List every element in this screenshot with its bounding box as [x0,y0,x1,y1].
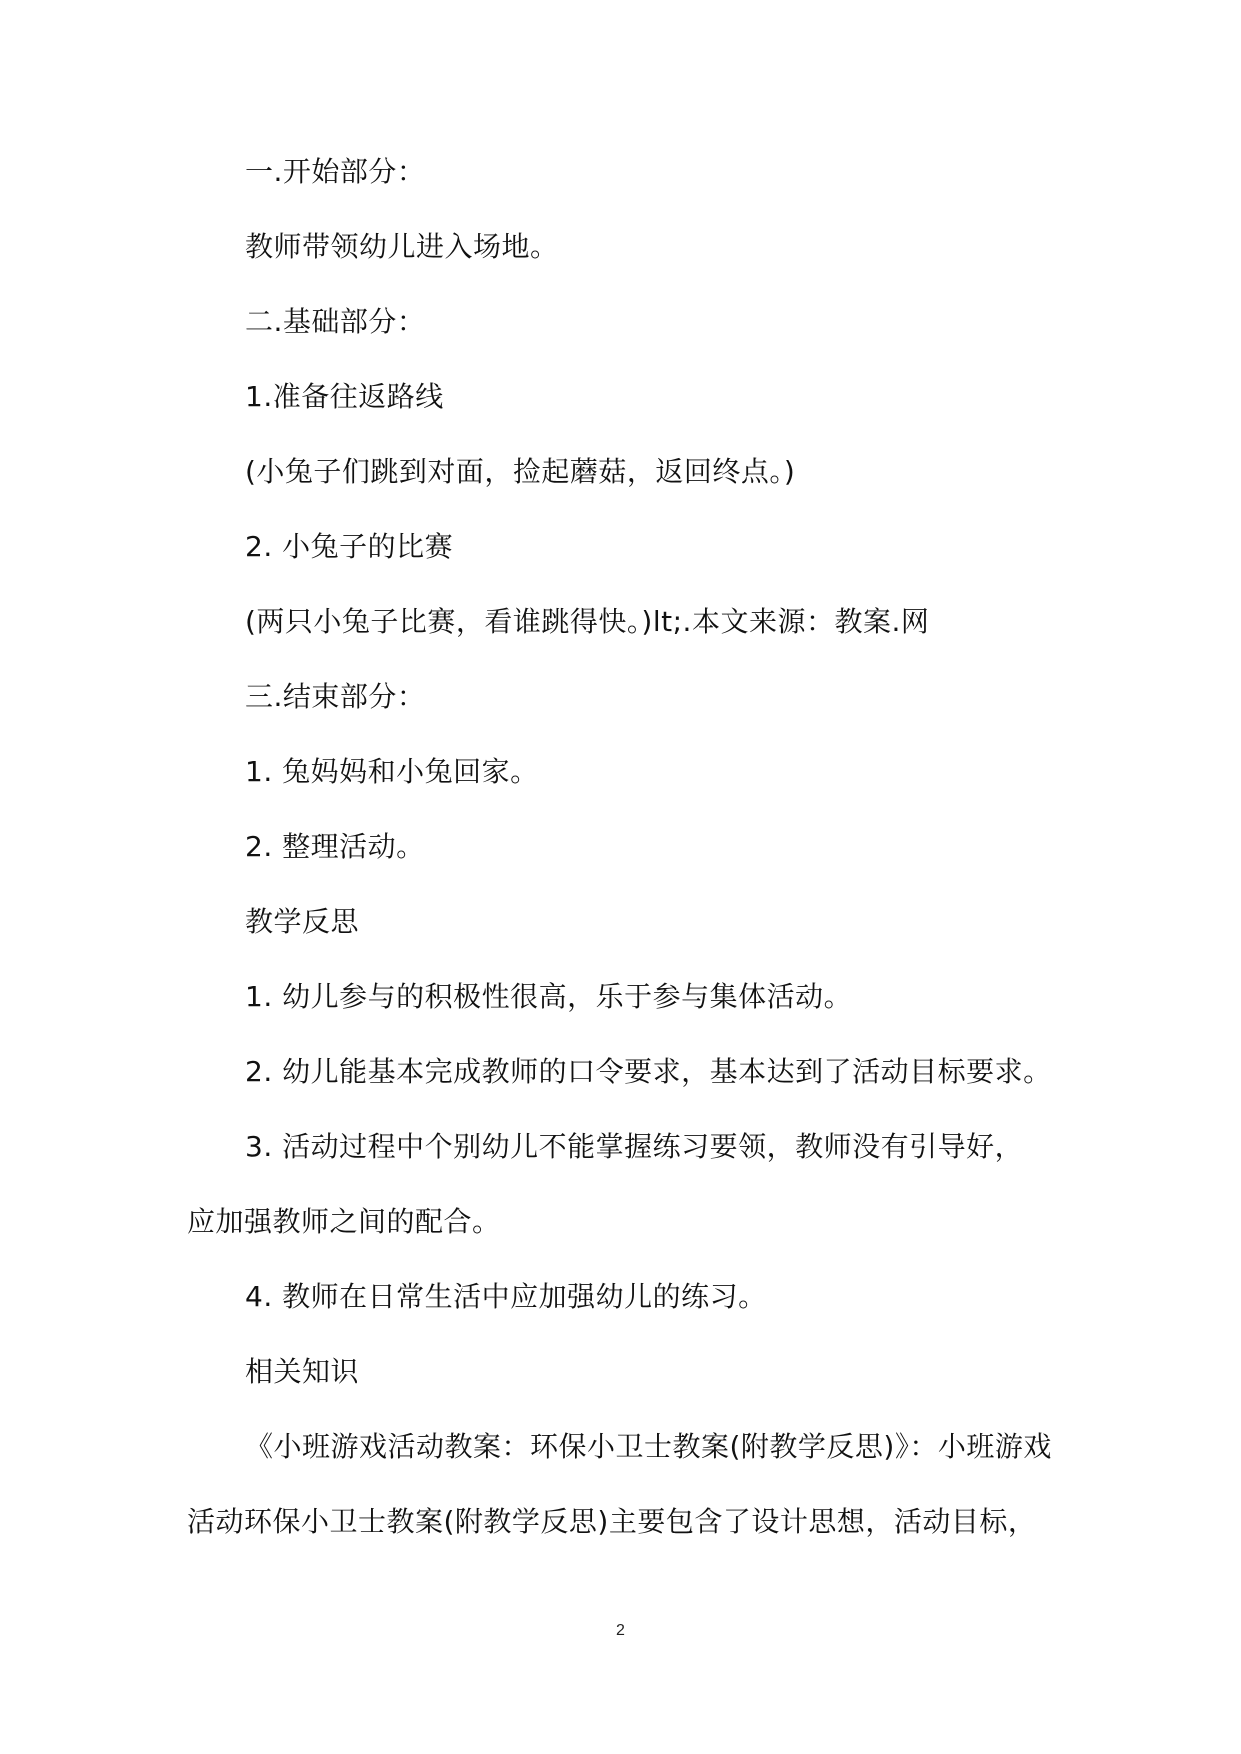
paragraph-line: (两只小兔子比赛，看谁跳得快。)lt;.本文来源：教案.网 [245,605,930,638]
paragraph-line: (小兔子们跳到对面，捡起蘑菇，返回终点。) [245,455,796,488]
page-number: 2 [616,1622,625,1639]
list-item: 1.准备往返路线 [245,380,444,413]
section-heading-ending: 三.结束部分： [245,680,426,713]
paragraph-line: 活动环保小卫士教案(附教学反思)主要包含了设计思想，活动目标， [187,1505,1037,1538]
list-item: 2. 整理活动。 [245,830,425,863]
section-heading-opening: 一.开始部分： [245,155,426,188]
list-item: 3. 活动过程中个别幼儿不能掌握练习要领，教师没有引导好， [245,1130,1024,1163]
paragraph-line: 教师带领幼儿进入场地。 [245,230,559,263]
list-item: 2. 小兔子的比赛 [245,530,454,563]
paragraph-line: 应加强教师之间的配合。 [187,1205,501,1238]
paragraph-line: 《小班游戏活动教案：环保小卫士教案(附教学反思)》：小班游戏 [245,1430,1052,1463]
list-item: 1. 幼儿参与的积极性很高，乐于参与集体活动。 [245,980,853,1013]
list-item: 4. 教师在日常生活中应加强幼儿的练习。 [245,1280,767,1313]
list-item: 1. 兔妈妈和小兔回家。 [245,755,539,788]
section-heading-related: 相关知识 [245,1355,360,1388]
section-heading-reflection: 教学反思 [245,905,360,938]
section-heading-basic: 二.基础部分： [245,305,426,338]
list-item: 2. 幼儿能基本完成教师的口令要求，基本达到了活动目标要求。 [245,1055,1052,1088]
